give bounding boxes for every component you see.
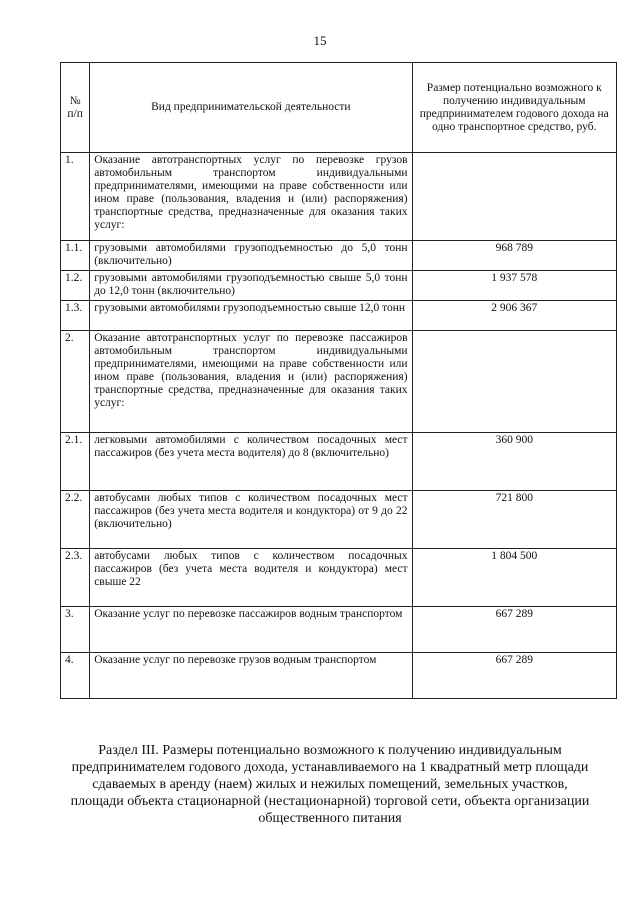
row-value [412,331,616,433]
page-number: 15 [313,33,327,48]
header-activity: Вид предпринимательской деятельности [90,63,412,153]
table-row [61,653,617,699]
row-value: 721 800 [412,491,616,549]
section-heading: Раздел III. Размеры потенциально возможного к получению индивидуальным предпринимателем годового дохода, устанавливаемого на 1 квадратный метр площади сдаваемых в аренду (наем) жилых и нежилых помещений, земельных участков, площади объекта стационарной (нестационарной) торговой сети, объекта организации общественного питания [70,743,590,826]
table-row [61,549,617,607]
row-desc: грузовыми автомобилями грузоподъемностью свыше 12,0 тонн [90,301,412,331]
table-row [61,491,617,549]
table-row [61,331,617,433]
row-num: 1.3. [61,301,90,331]
row-desc: грузовыми автомобилями грузоподъемностью свыше 5,0 тонн до 12,0 тонн (включительно) [90,271,412,301]
row-value: 360 900 [412,433,616,491]
table-row [61,607,617,653]
row-num: 1.2. [61,271,90,301]
row-desc: автобусами любых типов с количеством посадочных мест пассажиров (без учета места водителя и кондуктора) от 9 до 22 (включительно) [90,491,412,549]
row-num: 2.2. [61,491,90,549]
row-num: 2. [61,331,90,433]
row-value: 667 289 [412,607,616,653]
table-row [61,241,617,271]
table-row [61,301,617,331]
row-value [412,153,616,241]
row-num: 4. [61,653,90,699]
row-num: 3. [61,607,90,653]
table-row [61,433,617,491]
row-desc: Оказание автотранспортных услуг по перевозке грузов автомобильным транспортом индивидуальными предпринимателями, имеющими на праве собственности или ином праве (пользования, владения и (или) распоряжения) транспортные средства, предназначенные для оказания таких услуг: [90,153,412,241]
row-value: 1 804 500 [412,549,616,607]
row-num: 2.3. [61,549,90,607]
row-value: 2 906 367 [412,301,616,331]
row-desc: легковыми автомобилями с количеством посадочных мест пассажиров (без учета места водителя) до 8 (включительно) [90,433,412,491]
row-num: 2.1. [61,433,90,491]
row-desc: Оказание услуг по перевозке пассажиров водным транспортом [90,607,412,653]
table-row [61,153,617,241]
header-value: Размер потенциально возможного к получению индивидуальным предпринимателем годового дохода на одно транспортное средство, руб. [412,63,616,153]
row-desc: автобусами любых типов с количеством посадочных пассажиров (без учета места водителя и кондуктора) мест свыше 22 [90,549,412,607]
income-table [60,62,617,699]
row-desc: Оказание автотранспортных услуг по перевозке пассажиров автомобильным транспортом индивидуальными предпринимателями, имеющими на праве собственности или ином праве (пользования, владения и (или) распоряжения) транспортные средства, предназначенные для оказания таких услуг: [90,331,412,433]
row-num: 1.1. [61,241,90,271]
header-num: № п/п [61,63,90,153]
row-desc: грузовыми автомобилями грузоподъемностью до 5,0 тонн (включительно) [90,241,412,271]
table-row [61,271,617,301]
row-value: 667 289 [412,653,616,699]
row-num: 1. [61,153,90,241]
row-desc: Оказание услуг по перевозке грузов водным транспортом [90,653,412,699]
row-value: 1 937 578 [412,271,616,301]
row-value: 968 789 [412,241,616,271]
table-header-row [61,63,617,153]
